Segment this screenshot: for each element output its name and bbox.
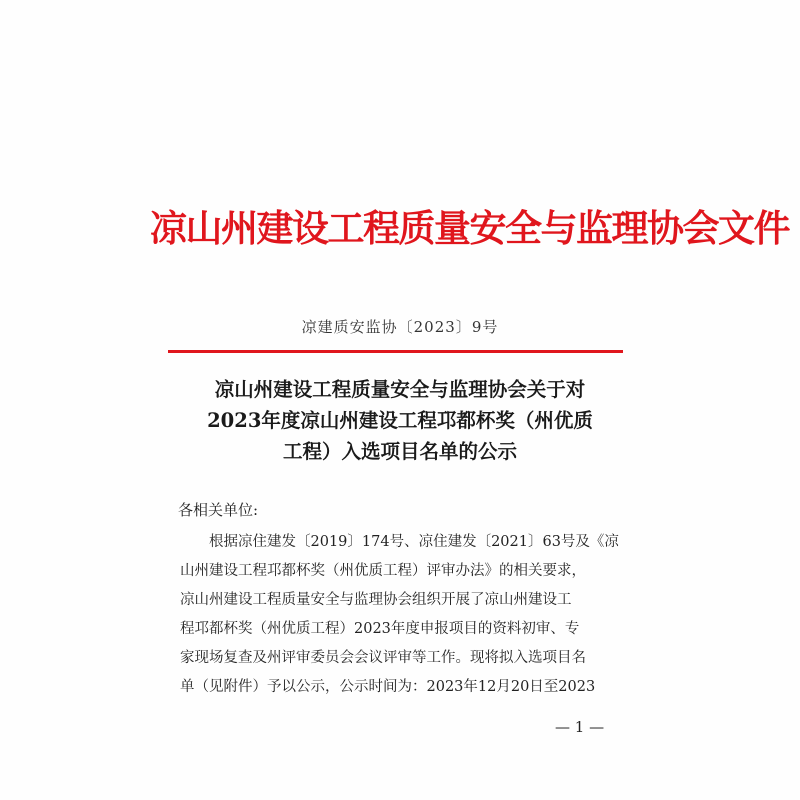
body-line: 家现场复查及州评审委员会会议评审等工作。现将拟入选项目名 bbox=[180, 650, 586, 666]
document-number: 凉建质安监协〔2023〕9号 bbox=[301, 318, 499, 336]
body-line: 凉山州建设工程质量安全与监理协会组织开展了凉山州建设工 bbox=[180, 592, 572, 608]
document-header-title: 凉山州建设工程质量安全与监理协会文件 bbox=[150, 206, 789, 250]
body-paragraph bbox=[180, 528, 620, 702]
heading-line: 2023年度凉山州建设工程邛都杯奖（州优质 bbox=[207, 409, 593, 432]
body-line: 单（见附件）予以公示，公示时间为：2023年12月20日至2023 bbox=[180, 679, 596, 695]
body-line: 根据凉住建发〔2019〕174号、凉住建发〔2021〕63号及《凉 bbox=[209, 534, 619, 550]
heading-line: 工程）入选项目名单的公示 bbox=[282, 440, 517, 463]
document-heading bbox=[150, 374, 650, 467]
red-divider-line bbox=[168, 350, 623, 353]
page-number: — 1 — bbox=[555, 718, 605, 736]
salutation: 各相关单位: bbox=[178, 501, 259, 519]
body-line: 程邛都杯奖（州优质工程）2023年度申报项目的资料初审、专 bbox=[180, 621, 580, 637]
heading-line: 凉山州建设工程质量安全与监理协会关于对 bbox=[214, 378, 586, 401]
body-line: 山州建设工程邛都杯奖（州优质工程）评审办法》的相关要求， bbox=[180, 563, 586, 579]
